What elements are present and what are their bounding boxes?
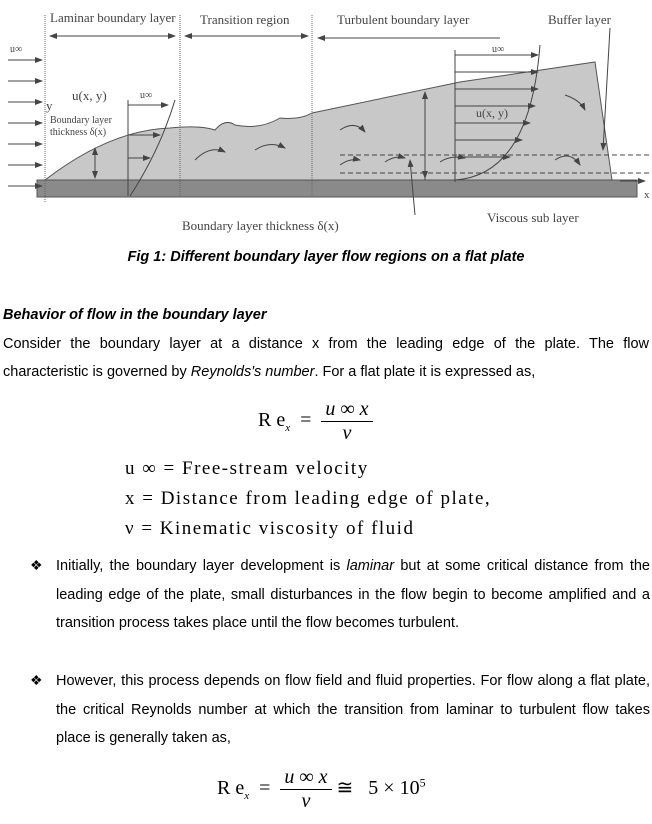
label-bl-bottom: Boundary layer thickness δ(x) <box>182 218 339 233</box>
text: . For a flat plate it is expressed as, <box>314 364 536 380</box>
definition-x: x = Distance from leading edge of plate, <box>125 488 492 509</box>
eq-lhs: R e <box>217 777 245 800</box>
equation-critical-reynolds <box>217 766 426 813</box>
exponent: 5 <box>419 775 426 790</box>
eq-lhs: R e <box>258 409 286 432</box>
fraction <box>321 398 372 445</box>
bullet-1 <box>56 552 650 638</box>
definition-nu: ν = Kinematic viscosity of fluid <box>125 518 415 539</box>
section-heading: Behavior of flow in the boundary layer <box>3 307 267 323</box>
label-turbulent: Turbulent boundary layer <box>337 12 470 27</box>
eq-sub: x <box>244 790 250 803</box>
eq-sign: = <box>300 409 312 432</box>
text: but at some critical distance from the leading edge of the plate, small disturbances in the flow begin to become amplified and a transition process takes place until the flow becomes turbulent. <box>56 558 650 632</box>
bullet-icon: ❖ <box>30 672 43 688</box>
denominator: ν <box>301 790 311 812</box>
label-y: y <box>46 98 53 113</box>
label-u-inf-2: u∞ <box>140 90 153 101</box>
eq-sub: x <box>285 422 291 435</box>
text: Initially, the boundary layer development is <box>56 558 347 574</box>
label-x: x <box>644 189 650 201</box>
equation-reynolds <box>258 398 373 445</box>
label-laminar: Laminar boundary layer <box>50 10 176 25</box>
label-u-inf: u∞ <box>10 44 23 55</box>
fraction <box>280 766 331 813</box>
eq-sign: = <box>259 777 271 800</box>
bullet-icon: ❖ <box>30 557 43 573</box>
eq-rhs: 5 × 10 <box>368 777 420 800</box>
label-viscous: Viscous sub layer <box>487 210 579 225</box>
boundary-layer-region <box>45 62 612 180</box>
paragraph-line-2 <box>3 358 649 386</box>
label-buffer: Buffer layer <box>548 12 611 27</box>
paragraph-line-1: Consider the boundary layer at a distance x from the leading edge of the plate. The flow <box>3 336 649 352</box>
label-bl-1: Boundary layer <box>50 115 112 126</box>
numerator: u ∞ x <box>321 398 372 422</box>
label-uxy: u(x, y) <box>72 88 107 103</box>
label-u-inf-3: u∞ <box>492 44 505 55</box>
bullet-2: However, this process depends on flow field and fluid properties. For flow along a flat plate, the critical Reynolds number at which the transition from laminar to turbulent flow takes place is generally taken as, <box>56 673 650 747</box>
label-bl-2: thickness δ(x) <box>50 127 107 138</box>
label-transition: Transition region <box>200 12 290 27</box>
denominator: ν <box>342 422 352 444</box>
emphasis: laminar <box>346 558 395 574</box>
approx-sign: ≅ <box>336 777 354 800</box>
plate <box>37 180 637 197</box>
emphasis: Reynolds's number <box>190 364 315 380</box>
numerator: u ∞ x <box>280 766 331 790</box>
figure-caption: Fig 1: Different boundary layer flow regions on a flat plate <box>127 249 525 265</box>
text: characteristic is governed by <box>3 364 191 380</box>
label-uxy-2: u(x, y) <box>476 106 508 120</box>
boundary-layer-figure <box>0 0 652 240</box>
definition-u-inf: u ∞ = Free-stream velocity <box>125 458 369 479</box>
